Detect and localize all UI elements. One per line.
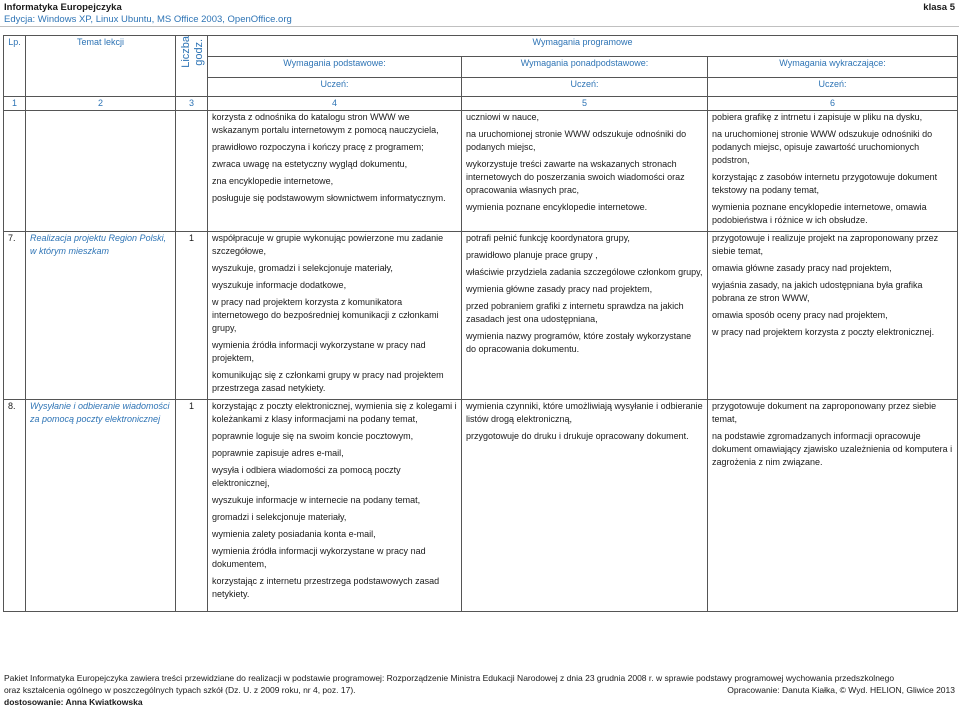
col-number: 5 [462,97,708,111]
row-col5-requirements [462,111,708,232]
requirement-item: na uruchomionej stronie WWW odszukuje odnośniki do podanych miejsc, opisuje zawartość uruchomionych podstron, [712,129,933,165]
doc-title: Informatyka Europejczyka [4,2,122,13]
uczen-header-3: Uczeń: [708,78,958,97]
col-temat-header: Temat lekcji [26,36,176,97]
requirement-item: potrafi pełnić funkcję koordynatora grupy, [466,233,630,243]
footer-credits: Opracowanie: Danuta Kiałka, © Wyd. HELION, Gliwice 2013 [727,685,955,695]
table-row [4,111,958,232]
header-divider [0,26,959,27]
row-hours: 1 [176,400,208,612]
requirement-item: wymienia poznane encyklopedie internetowe. [466,202,648,212]
requirement-item: komunikując się z członkami grupy w pracy nad projektem przestrzega zasad netykiety. [212,370,444,393]
row-col4-requirements [208,111,462,232]
col-number: 2 [26,97,176,111]
requirement-item: wymienia główne zasady pracy nad projektem, [466,284,653,294]
table-row [4,400,958,612]
requirement-item: przygotowuje do druku i drukuje opracowany dokument. [466,431,689,441]
uczen-header-1: Uczeń: [208,78,462,97]
row-lp: 8. [4,400,26,612]
requirement-item: omawia główne zasady pracy nad projektem, [712,263,892,273]
requirement-item: uczniowi w nauce, [466,112,540,122]
requirement-item: zwraca uwagę na estetyczny wygląd dokumentu, [212,159,408,169]
requirements-table [3,35,958,612]
row-topic: Wysyłanie i odbieranie wiadomości za pomocą poczty elektronicznej [26,400,176,612]
requirement-item: wymienia źródła informacji wykorzystane w pracy nad dokumentem, [212,546,426,569]
uczen-header-2: Uczeń: [462,78,708,97]
requirement-item: wymienia źródła informacji wykorzystane w pracy nad projektem, [212,340,426,363]
row-lp: 7. [4,232,26,400]
requirement-item: wyszukuje informacje w internecie na podany temat, [212,495,421,505]
col-number: 1 [4,97,26,111]
requirement-item: wyszukuje informacje dodatkowe, [212,280,347,290]
requirement-item: gromadzi i selekcjonuje materiały, [212,512,347,522]
requirement-item: pobiera grafikę z intrnetu i zapisuje w pliku na dysku, [712,112,923,122]
wykraczajace-header: Wymagania wykraczające: [708,57,958,78]
requirement-item: przed pobraniem grafiki z internetu sprawdza na jakich zasadach jest ona udostępniana, [466,301,684,324]
class-label: klasa 5 [923,2,955,13]
row-col6-requirements [708,111,958,232]
podstawowe-header: Wymagania podstawowe: [208,57,462,78]
row-col4-requirements [208,232,462,400]
row-col5-requirements [462,400,708,612]
row-col6-requirements [708,232,958,400]
liczba-godz-label: Liczba godz. [180,36,205,68]
col-number: 6 [708,97,958,111]
row-col4-requirements [208,400,462,612]
requirement-item: posługuje się podstawowym słownictwem informatycznym. [212,193,446,203]
requirement-item: wysyła i odbiera wiadomości za pomocą poczty elektronicznej, [212,465,401,488]
row-col5-requirements [462,232,708,400]
row-topic: Realizacja projektu Region Polski, w którym mieszkam [26,232,176,400]
row-topic [26,111,176,232]
requirement-item: korzysta z odnośnika do katalogu stron WWW we wskazanym portalu internetowym z pomocą nauczyciela, [212,112,439,135]
requirement-item: wyszukuje, gromadzi i selekcjonuje materiały, [212,263,393,273]
col-number: 4 [208,97,462,111]
requirement-item: poprawnie zapisuje adres e-mail, [212,448,344,458]
requirement-item: w pracy nad projektem korzysta z poczty elektronicznej. [712,327,935,337]
requirement-item: korzystając z internetu przestrzega podstawowych zasad netykiety. [212,576,440,599]
requirement-item: właściwie przydziela zadania szczególowe członkom grupy, [466,267,703,277]
requirement-item: na uruchomionej stronie WWW odszukuje odnośniki do podanych miejsc, [466,129,687,152]
requirement-item: prawidłowo planuje prace grupy , [466,250,598,260]
table-row [4,232,958,400]
requirement-item: wykorzystuje treści zawarte na wskazanych stronach internetowych do poszerzania swoich wiadomości oraz opracowania własnych prac, [466,159,685,195]
ponadpodstawowe-header: Wymagania ponadpodstawowe: [462,57,708,78]
requirement-item: na podstawie zgromadzanych informacji opracowuje dokument omawiający zjawisko uzależnienia od komputera i zagrożenia z nim związane. [712,431,953,467]
requirement-item: przygotowuje dokument na zaproponowany przez siebie temat, [712,401,937,424]
requirement-item: korzystając z zasobów internetu przygotowuje dokument tekstowy na podany temat, [712,172,938,195]
requirement-item: zna encyklopedie internetowe, [212,176,334,186]
requirement-item: prawidłowo rozpoczyna i kończy pracę z programem; [212,142,424,152]
requirement-item: wymienia czynniki, które umożliwiają wysyłanie i odbieranie listów drogą elektroniczną, [466,401,703,424]
requirement-item: przygotowuje i realizuje projekt na zaproponowany przez siebie temat, [712,233,939,256]
row-hours: 1 [176,232,208,400]
row-lp [4,111,26,232]
col-lp-header: Lp. [4,36,26,97]
requirement-item: w pracy nad projektem korzysta z komunikatora internetowego do bezpośredniej komunikacji z członkami grupy, [212,297,439,333]
row-col6-requirements [708,400,958,612]
requirement-item: omawia sposób oceny pracy nad projektem, [712,310,888,320]
footer-line-2: oraz kształcenia ogólnego w poszczególnych typach szkół (Dz. U. z 2009 roku, nr 4, poz. 17). [4,685,356,695]
requirement-item: wyjaśnia zasady, na jakich udostępniana była grafika pobrana ze stron WWW, [712,280,923,303]
col-number: 3 [176,97,208,111]
row-hours [176,111,208,232]
wymagania-programowe-header: Wymagania programowe [208,36,958,57]
requirement-item: współpracuje w grupie wykonując powierzone mu zadanie szczegółowe, [212,233,444,256]
requirement-item: wymienia poznane encyklopedie internetowe, omawia podobieństwa i różnice w ich obsłudze. [712,202,927,225]
requirement-item: korzystając z poczty elektronicznej, wymienia się z kolegami i koleżankami z klasy informacjami na podany temat, [212,401,457,424]
footer-line-1: Pakiet Informatyka Europejczyka zawiera treści przewidziane do realizacji w podstawie programowej: Rozporządzenie Ministra Edukacji Narodowej z dnia 23 grudnia 2008 r. w sprawie podstawy programowej wychowania przedszkolnego [4,673,895,683]
requirement-item: poprawnie loguje się na swoim koncie pocztowym, [212,431,414,441]
requirement-item: wymienia nazwy programów, które zostały wykorzystane do opracowania dokumentu. [466,331,692,354]
doc-subtitle: Edycja: Windows XP, Linux Ubuntu, MS Office 2003, OpenOffice.org [4,14,292,25]
column-numbers-row [4,97,958,111]
col-liczba-header [176,36,208,97]
requirement-item: wymienia zalety posiadania konta e-mail, [212,529,376,539]
footer-line-3: dostosowanie: Anna Kwiatkowska [4,697,143,707]
